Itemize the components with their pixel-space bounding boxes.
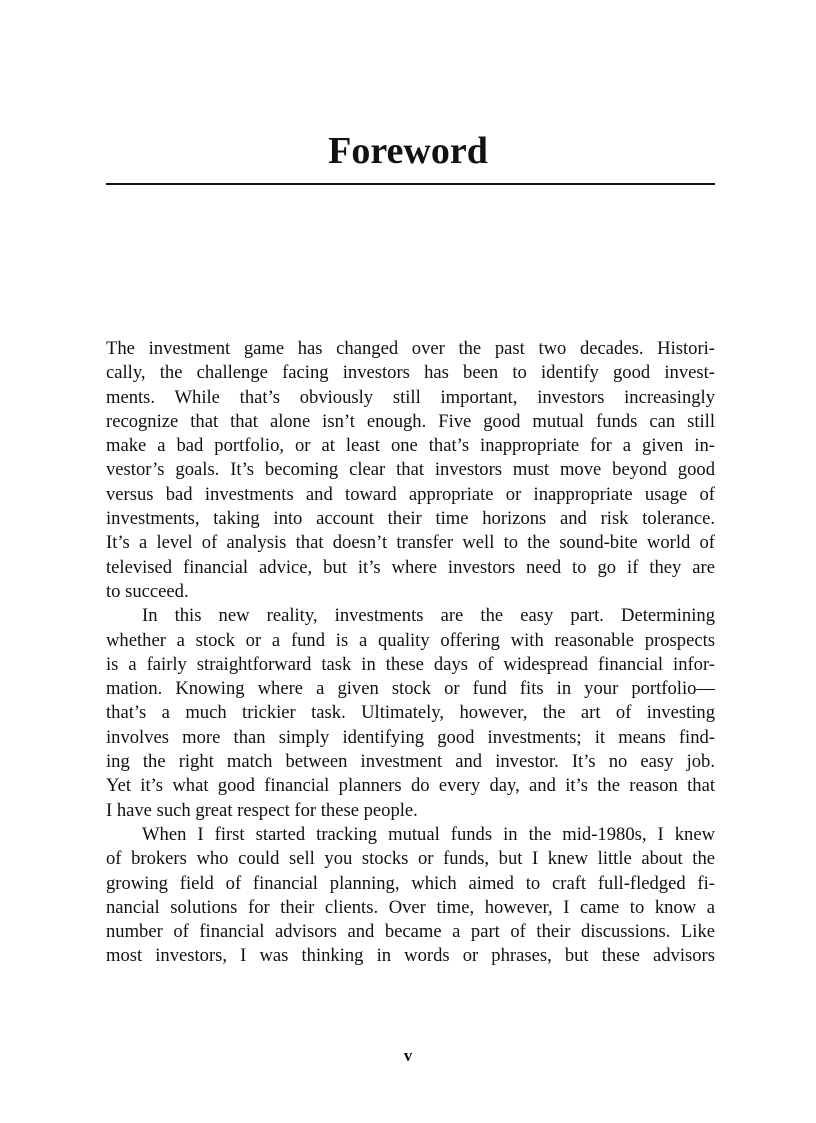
text-line: When I first started tracking mutual funds in the mid-1980s, I knew bbox=[142, 823, 715, 845]
text-line: most investors, I was thinking in words or phrases, but these advisors bbox=[106, 945, 715, 967]
text-line: of brokers who could sell you stocks or funds, but I knew little about the bbox=[106, 848, 715, 870]
text-line: whether a stock or a fund is a quality offering with reasonable prospects bbox=[106, 629, 715, 651]
text-line: mation. Knowing where a given stock or fund fits in your portfolio— bbox=[106, 678, 715, 700]
text-line: is a fairly straightforward task in these days of widespread financial infor- bbox=[106, 653, 715, 675]
text-line: Yet it’s what good financial planners do every day, and it’s the reason that bbox=[106, 775, 715, 797]
title-rule bbox=[106, 183, 715, 185]
text-line: ing the right match between investment and investor. It’s no easy job. bbox=[106, 751, 715, 773]
paragraph bbox=[106, 337, 715, 604]
text-line: investments, taking into account their time horizons and risk tolerance. bbox=[106, 508, 715, 530]
text-line: number of financial advisors and became a part of their discussions. Like bbox=[106, 921, 715, 943]
text-line: The investment game has changed over the past two decades. Histori- bbox=[106, 338, 715, 359]
page-number: v bbox=[403, 1046, 413, 1065]
paragraph bbox=[106, 604, 715, 823]
text-line: recognize that that alone isn’t enough. Five good mutual funds can still bbox=[106, 410, 715, 432]
paragraph bbox=[106, 823, 715, 969]
text-line: growing field of financial planning, which aimed to craft full-fledged fi- bbox=[106, 872, 715, 894]
text-line: that’s a much trickier task. Ultimately, however, the art of investing bbox=[106, 702, 715, 724]
text-line: cally, the challenge facing investors has been to identify good invest- bbox=[106, 362, 715, 384]
text-line: I have such great respect for these people. bbox=[106, 799, 418, 821]
body-text bbox=[106, 337, 715, 969]
text-line: ments. While that’s obviously still important, investors increasingly bbox=[106, 386, 715, 408]
text-line: televised financial advice, but it’s where investors need to go if they are bbox=[106, 556, 715, 578]
text-line: nancial solutions for their clients. Over time, however, I came to know a bbox=[106, 896, 715, 918]
text-line: versus bad investments and toward appropriate or inappropriate usage of bbox=[106, 483, 715, 505]
page-title: Foreword bbox=[328, 130, 488, 172]
text-line: In this new reality, investments are the easy part. Determining bbox=[142, 605, 715, 627]
text-line: make a bad portfolio, or at least one that’s inappropriate for a given in- bbox=[106, 435, 715, 457]
text-line: involves more than simply identifying good investments; it means find- bbox=[106, 726, 715, 748]
text-line: vestor’s goals. It’s becoming clear that investors must move beyond good bbox=[106, 459, 715, 481]
text-line: to succeed. bbox=[106, 580, 189, 602]
text-line: It’s a level of analysis that doesn’t transfer well to the sound-bite world of bbox=[106, 532, 715, 554]
